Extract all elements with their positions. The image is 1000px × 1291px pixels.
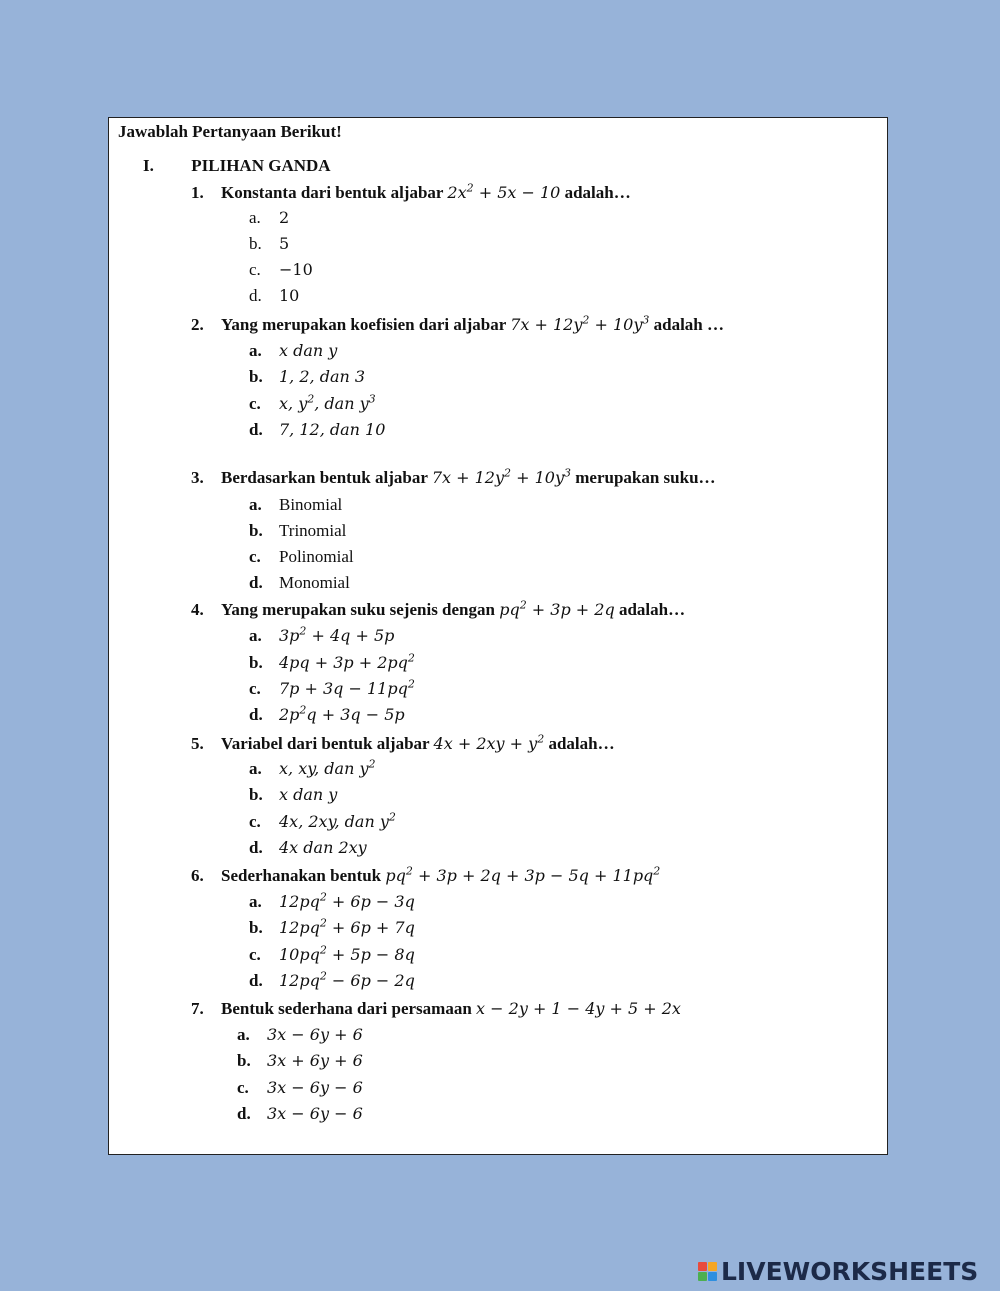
option-letter: b. [237,1051,251,1070]
option-letter: a. [249,495,262,514]
option-text: $12pq^2 + 6p + 7q$ [279,916,415,937]
option-text: Monomial [279,573,350,592]
option-text: 3x − 6y − 6 [267,1078,363,1097]
logo-tile [708,1262,717,1271]
option-letter: a. [237,1025,250,1044]
question-4 [191,600,685,620]
option-letter: c. [249,547,261,566]
option-letter: b. [249,653,263,672]
question-text: Yang merupakan koefisien dari aljabar [221,315,506,334]
option-letter: a. [249,759,262,778]
option-text: Polinomial [279,547,354,566]
section-label: PILIHAN GANDA [191,156,331,175]
answer-option[interactable] [249,521,346,541]
worksheet-page [108,117,888,1155]
answer-option[interactable] [249,679,415,699]
question-suffix: adalah … [653,315,725,334]
question-number: 2. [191,315,204,334]
option-text: 3x − 6y − 6 [267,1104,363,1123]
question-text: Sederhanakan bentuk [221,866,382,885]
question-number: 1. [191,183,204,202]
logo-tile [698,1262,707,1271]
answer-option[interactable] [249,394,376,414]
question-1 [191,183,631,203]
answer-option[interactable] [249,260,313,280]
question-expression: $pq^2 + 3p + 2q + 3p - 5q + 11pq^2$ [385,864,661,885]
option-letter: a. [249,626,262,645]
answer-option[interactable] [249,234,289,254]
option-text: 4x dan 2xy [279,838,367,857]
question-expression: $2x^2 + 5x - 10$ [447,181,561,202]
option-letter: b. [249,521,263,540]
answer-option[interactable] [237,1051,363,1071]
answer-option[interactable] [249,653,415,673]
answer-option[interactable] [249,785,337,805]
option-letter: a. [249,892,262,911]
question-3 [191,468,716,488]
option-text: −10 [279,260,313,279]
option-letter: b. [249,234,262,253]
section-heading [143,156,331,176]
option-letter: d. [249,705,263,724]
option-text: $12pq^2 - 6p - 2q$ [279,969,415,990]
liveworksheets-logo [698,1256,978,1286]
answer-option[interactable] [249,495,342,515]
option-text: x dan y [279,785,338,804]
question-text: Berdasarkan bentuk aljabar [221,468,428,487]
option-text: $10pq^2 + 5p - 8q$ [279,943,415,964]
option-letter: a. [249,208,261,227]
option-text: $2p^2q + 3q - 5p$ [279,703,405,724]
answer-option[interactable] [249,705,405,725]
option-letter: d. [249,420,263,439]
question-number: 3. [191,468,204,487]
option-text: $3p^2 + 4q + 5p$ [279,624,395,645]
option-letter: c. [249,260,261,279]
answer-option[interactable] [249,812,396,832]
option-text: Binomial [279,495,343,514]
option-text: 10 [279,286,300,305]
question-text: Yang merupakan suku sejenis dengan [221,600,495,619]
question-number: 6. [191,866,204,885]
option-text: 3x − 6y + 6 [267,1025,363,1044]
worksheet-title: Jawablah Pertanyaan Berikut! [118,122,342,141]
answer-option[interactable] [249,573,350,593]
question-expression: $4x + 2xy + y^2$ [433,732,545,753]
option-text: Trinomial [279,521,347,540]
question-suffix: adalah… [548,734,615,753]
option-letter: b. [249,918,263,937]
option-text: $12pq^2 + 6p - 3q$ [279,890,415,911]
answer-option[interactable] [249,208,289,228]
question-5 [191,734,615,754]
question-expression: $7x + 12y^2 + 10y^3$ [510,313,650,334]
option-text: 5 [279,234,290,253]
question-number: 7. [191,999,204,1018]
option-letter: d. [237,1104,251,1123]
question-text: Variabel dari bentuk aljabar [221,734,430,753]
answer-option[interactable] [249,367,365,387]
option-letter: d. [249,838,263,857]
option-letter: c. [249,679,261,698]
question-expression: $pq^2 + 3p + 2q$ [499,598,615,619]
question-2 [191,315,724,335]
logo-text: LIVEWORKSHEETS [721,1256,979,1286]
question-text: Konstanta dari bentuk aljabar [221,183,444,202]
option-text: 3x + 6y + 6 [267,1051,363,1070]
answer-option[interactable] [249,420,385,440]
answer-option[interactable] [237,1025,363,1045]
answer-option[interactable] [249,838,367,858]
answer-option[interactable] [249,918,415,938]
option-letter: d. [249,971,263,990]
logo-tile [708,1272,717,1281]
option-letter: a. [249,341,262,360]
option-letter: c. [249,945,261,964]
option-text: x, $y^2$, dan $y^3$ [279,392,376,413]
answer-option[interactable] [249,892,415,912]
section-number: I. [143,156,154,175]
answer-option[interactable] [249,626,394,646]
question-6 [191,866,660,886]
answer-option[interactable] [249,945,415,965]
answer-option[interactable] [249,286,299,306]
logo-tiles-icon [698,1262,717,1281]
question-expression: x − 2y + 1 − 4y + 5 + 2x [476,999,681,1018]
answer-option[interactable] [249,759,376,779]
question-number: 5. [191,734,204,753]
option-letter: b. [249,367,263,386]
answer-option[interactable] [237,1078,363,1098]
option-text: 4x, 2xy, dan $y^2$ [279,810,396,831]
answer-option[interactable] [249,971,415,991]
option-letter: d. [249,573,263,592]
question-expression: $7x + 12y^2 + 10y^3$ [431,466,571,487]
option-letter: c. [249,812,261,831]
answer-option[interactable] [249,341,337,361]
question-suffix: merupakan suku… [575,468,716,487]
option-letter: d. [249,286,262,305]
option-letter: c. [237,1078,249,1097]
option-text: x dan y [279,341,338,360]
logo-tile [698,1272,707,1281]
option-text: x, xy, dan $y^2$ [279,757,376,778]
question-number: 4. [191,600,204,619]
option-text: $7p + 3q - 11pq^2$ [279,677,415,698]
option-letter: b. [249,785,263,804]
option-text: $4pq + 3p + 2pq^2$ [279,651,415,672]
option-letter: c. [249,394,261,413]
option-text: 1, 2, dan 3 [279,367,366,386]
answer-option[interactable] [237,1104,363,1124]
question-suffix: adalah… [564,183,631,202]
question-7 [191,999,681,1019]
question-text: Bentuk sederhana dari persamaan [221,999,472,1018]
option-text: 7, 12, dan 10 [279,420,386,439]
option-text: 2 [279,208,290,227]
answer-option[interactable] [249,547,354,567]
question-suffix: adalah… [618,600,686,619]
